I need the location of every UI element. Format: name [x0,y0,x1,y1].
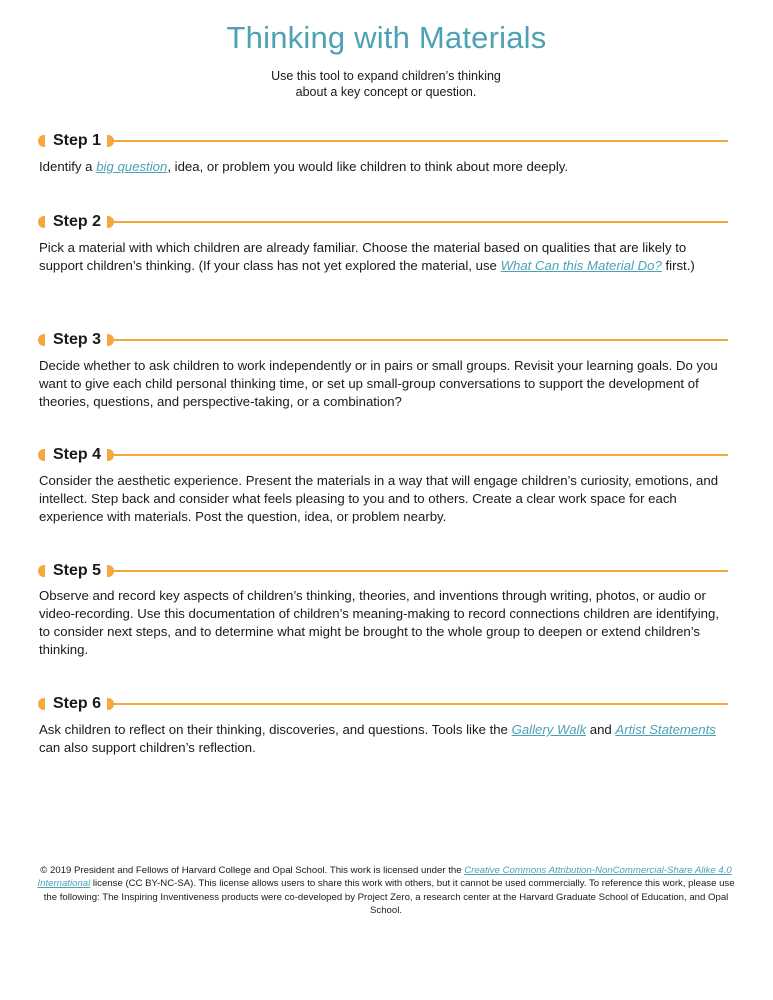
step-2-left-bracket-icon [38,216,45,228]
page-title: Thinking with Materials [226,20,547,55]
step-1-header [38,131,728,151]
step-6-text-b: and [586,722,616,737]
step-6-text-a: Ask children to reflect on their thinking, discoveries, and questions. Tools like the [39,722,512,737]
step-4-label: Step 4 [53,446,102,463]
gallery-walk-link[interactable]: Gallery Walk [511,722,587,737]
step-6-header [38,694,728,714]
step-5-text: Observe and record key aspects of children’s thinking, theories, and inventions through writing, photos, or audio or video-recording. Use this documentation of children’s meaning-making to record connections children are identifying, to consider next steps, and to determine what might be brought to the whole group to deepen or extend children’s thinking. [39,588,720,657]
step-6-text [39,721,733,757]
step-5-divider [114,570,728,572]
subtitle-line-2: about a key concept or question. [295,85,477,99]
step-3-left-bracket-icon [38,334,45,346]
step-2-divider [114,221,728,223]
step-3-right-bracket-icon [107,334,114,346]
step-5-header [38,561,728,581]
step-5-label: Step 5 [53,562,102,579]
step-4-right-bracket-icon [107,449,114,461]
step-1-text-a: Identify a [39,159,97,174]
step-1-divider [114,140,728,142]
step-6-right-bracket-icon [107,698,114,710]
creative-commons-link[interactable]: Creative Commons Attribution-NonCommercial-Share Alike 4.0 International [37,865,732,890]
license-footer [36,864,736,918]
step-6-divider [114,703,728,705]
step-5-left-bracket-icon [38,565,45,577]
footer-text-a: © 2019 President and Fellows of Harvard College and Opal School. This work is licensed under the [40,865,465,876]
step-1-left-bracket-icon [38,135,45,147]
step-3-label: Step 3 [53,331,102,348]
step-6-left-bracket-icon [38,698,45,710]
page-subtitle [236,68,536,100]
step-6-label: Step 6 [53,695,102,712]
step-1-text [39,158,733,176]
step-4-header [38,445,728,465]
artist-statements-link[interactable]: Artist Statements [615,722,716,737]
step-1-label: Step 1 [53,132,102,149]
subtitle-line-1: Use this tool to expand children’s thinking [271,69,501,83]
step-2-text-a: Pick a material with which children are already familiar. Choose the material based on qualities that are likely to support children’s thinking. (If your class has not yet explored the material, use [39,240,687,273]
footer-text-b: license (CC BY-NC-SA). This license allows users to share this work with others, but it cannot be used commercially. To reference this work, please use the following: The Inspiring Inventiveness products were co-developed by Project Zero, a research center at the Harvard Graduate School of Education, and Opal School. [43,878,735,917]
big-question-link[interactable]: big question [96,159,168,174]
step-4-left-bracket-icon [38,449,45,461]
step-5-right-bracket-icon [107,565,114,577]
step-3-divider [114,339,728,341]
step-4-divider [114,454,728,456]
step-1-text-b: , idea, or problem you would like children to think about more deeply. [167,159,569,174]
step-2-right-bracket-icon [107,216,114,228]
step-1-right-bracket-icon [107,135,114,147]
step-4-text: Consider the aesthetic experience. Present the materials in a way that will engage children’s curiosity, emotions, and intellect. Step back and consider what feels pleasing to you and to others. Create a clear work space for each experience with materials. Post the question, idea, or problem nearby. [39,473,719,524]
step-6-text-c: can also support children’s reflection. [39,740,256,755]
step-2-header [38,212,728,232]
step-3-header [38,330,728,350]
what-can-this-material-do-link[interactable]: What Can this Material Do? [500,258,662,273]
step-3-text: Decide whether to ask children to work independently or in pairs or small groups. Revisit your learning goals. Do you want to give each child personal thinking time, or set up small-group conversations to support the development of theories, questions, and perspective-taking, or a combination? [39,358,718,409]
step-2-text-b: first.) [661,258,695,273]
step-2-text [39,239,733,275]
step-2-label: Step 2 [53,213,102,230]
